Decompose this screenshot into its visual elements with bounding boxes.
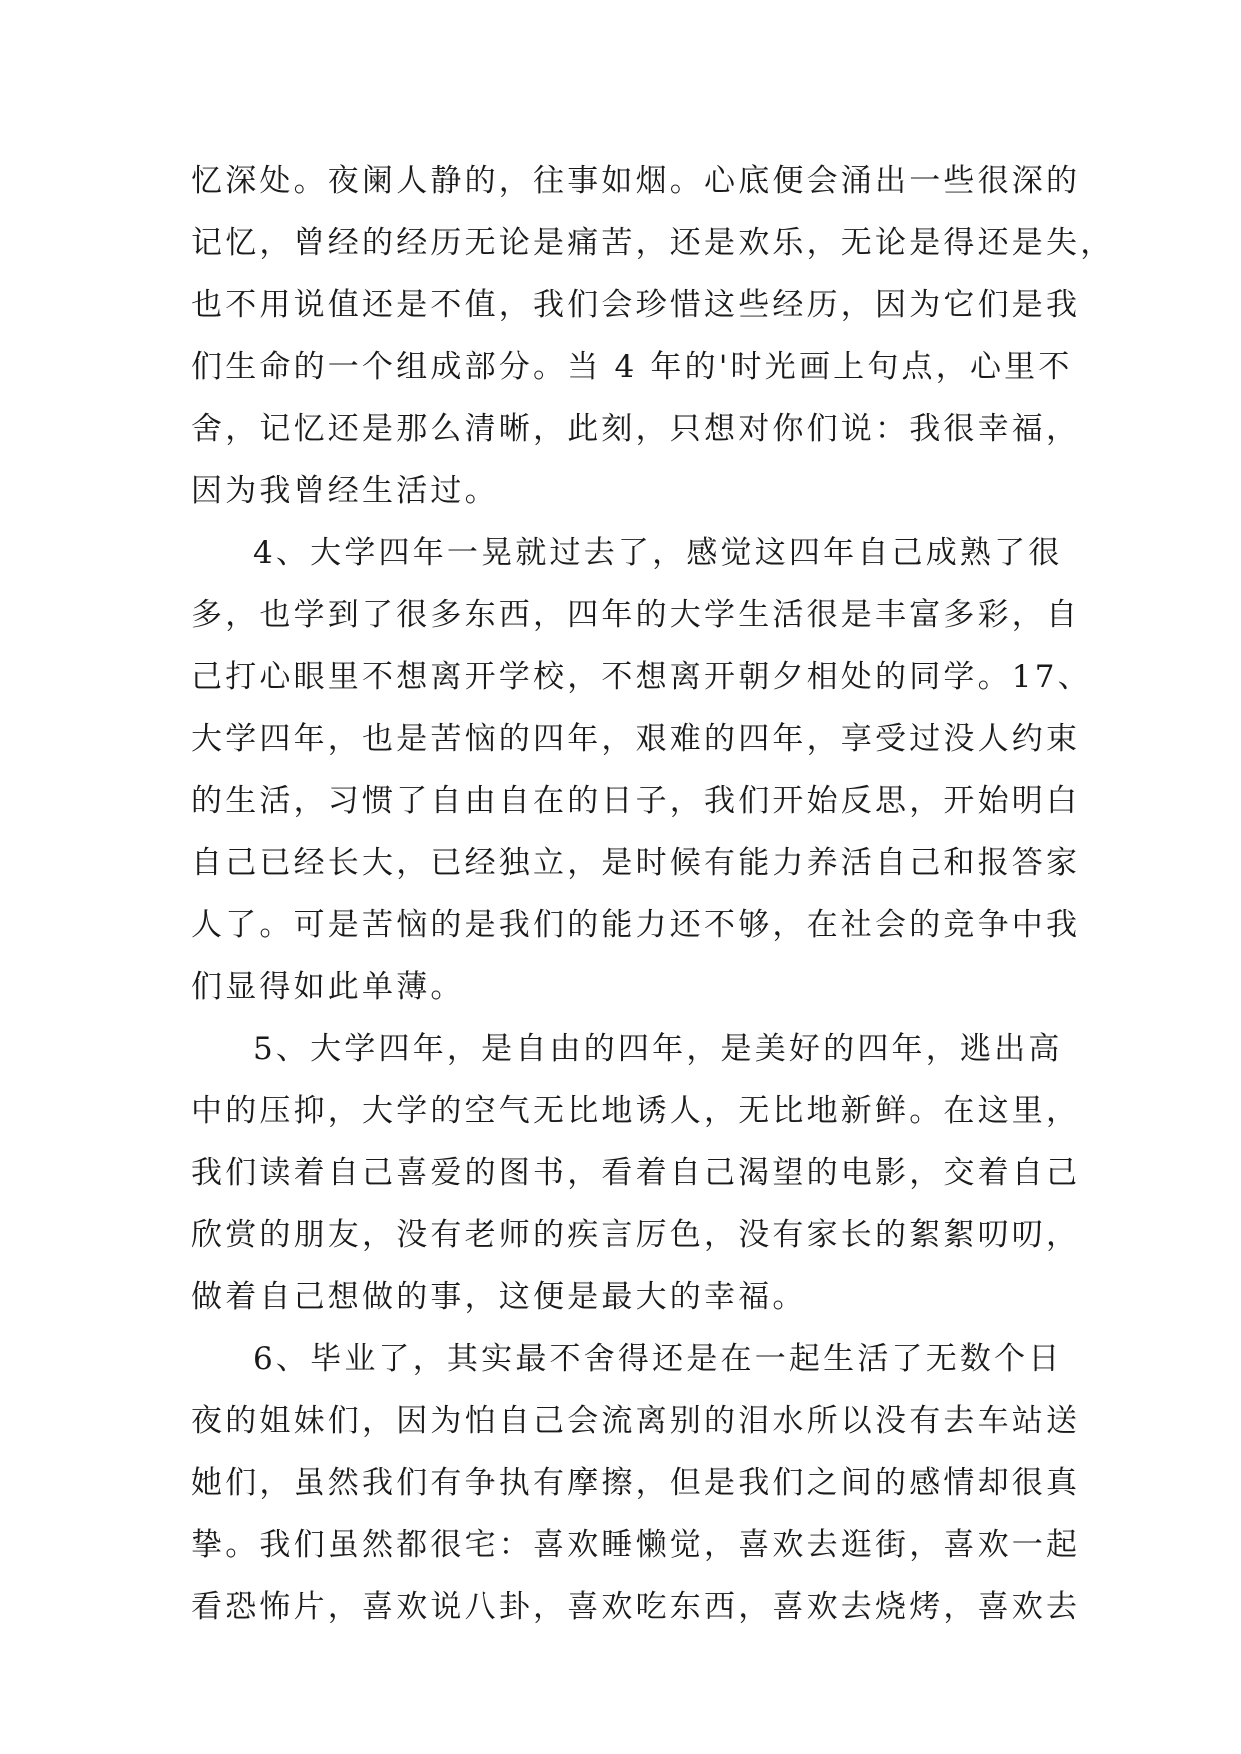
text-line: 中的压抑，大学的空气无比地诱人，无比地新鲜。在这里， — [191, 1093, 1081, 1129]
text-line: 记忆，曾经的经历无论是痛苦，还是欢乐，无论是得还是失， — [191, 225, 1115, 261]
text-line: 们显得如此单薄。 — [191, 969, 465, 1005]
body-text — [191, 150, 1115, 1638]
text-line: 人了。可是苦恼的是我们的能力还不够，在社会的竞争中我 — [191, 907, 1081, 943]
paragraph-2 — [191, 522, 1092, 1018]
text-line: 6、毕业了，其实最不舍得还是在一起生活了无数个日 — [253, 1341, 1063, 1377]
paragraph-1 — [191, 150, 1115, 522]
text-line: 她们，虽然我们有争执有摩擦，但是我们之间的感情却很真 — [191, 1465, 1081, 1501]
text-line: 自己已经长大，已经独立，是时候有能力养活自己和报答家 — [191, 845, 1081, 881]
text-line: 看恐怖片，喜欢说八卦，喜欢吃东西，喜欢去烧烤，喜欢去 — [191, 1589, 1081, 1625]
text-line: 大学四年，也是苦恼的四年，艰难的四年，享受过没人约束 — [191, 721, 1081, 757]
text-line: 欣赏的朋友，没有老师的疾言厉色，没有家长的絮絮叨叨， — [191, 1217, 1081, 1253]
text-line: 的生活，习惯了自由自在的日子，我们开始反思，开始明白 — [191, 783, 1081, 819]
text-line: 夜的姐妹们，因为怕自己会流离别的泪水所以没有去车站送 — [191, 1403, 1081, 1439]
paragraph-3 — [191, 1018, 1081, 1328]
text-line: 们生命的一个组成部分。当 4 年的'时光画上句点，心里不 — [191, 349, 1073, 385]
text-line: 我们读着自己喜爱的图书，看着自己渴望的电影，交着自己 — [191, 1155, 1081, 1191]
text-line: 4、大学四年一晃就过去了，感觉这四年自己成熟了很 — [253, 535, 1063, 571]
text-line: 做着自己想做的事，这便是最大的幸福。 — [191, 1279, 807, 1315]
text-line: 忆深处。夜阑人静的，往事如烟。心底便会涌出一些很深的 — [191, 163, 1081, 199]
paragraph-4 — [191, 1328, 1081, 1638]
text-line: 舍，记忆还是那么清晰，此刻，只想对你们说：我很幸福， — [191, 411, 1081, 447]
text-line: 挚。我们虽然都很宅：喜欢睡懒觉，喜欢去逛街，喜欢一起 — [191, 1527, 1081, 1563]
text-line: 己打心眼里不想离开学校，不想离开朝夕相处的同学。17、 — [191, 659, 1092, 695]
text-line: 也不用说值还是不值，我们会珍惜这些经历，因为它们是我 — [191, 287, 1081, 323]
text-line: 因为我曾经生活过。 — [191, 473, 499, 509]
text-line: 5、大学四年，是自由的四年，是美好的四年，逃出高 — [253, 1031, 1063, 1067]
text-line: 多，也学到了很多东西，四年的大学生活很是丰富多彩，自 — [191, 597, 1081, 633]
